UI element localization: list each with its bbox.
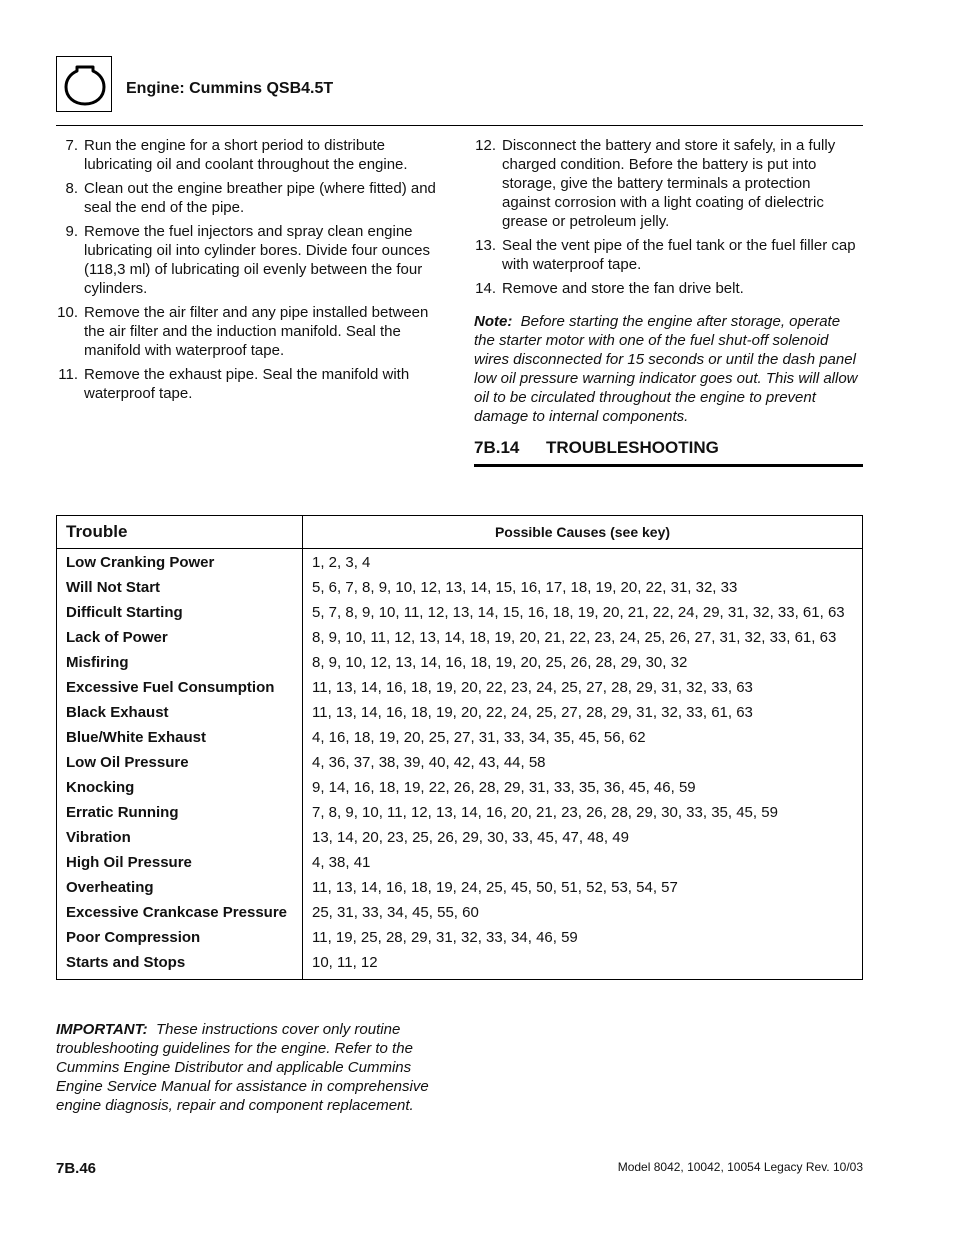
section-heading bbox=[474, 438, 863, 467]
table-row bbox=[57, 926, 863, 951]
causes-cell: 8, 9, 10, 12, 13, 14, 16, 18, 19, 20, 25, 26, 28, 29, 30, 32 bbox=[303, 651, 863, 676]
table-body bbox=[57, 549, 863, 980]
model-revision: Model 8042, 10042, 10054 Legacy Rev. 10/03 bbox=[617, 1160, 863, 1174]
storage-note bbox=[474, 312, 863, 426]
trouble-cell: Erratic Running bbox=[57, 801, 303, 826]
important-label: IMPORTANT: bbox=[56, 1021, 148, 1038]
step-text: Clean out the engine breather pipe (where fitted) and seal the end of the pipe. bbox=[84, 180, 436, 216]
left-step-list bbox=[56, 136, 446, 403]
causes-cell: 8, 9, 10, 11, 12, 13, 14, 18, 19, 20, 21, 22, 23, 24, 25, 26, 27, 31, 32, 33, 61, 63 bbox=[303, 626, 863, 651]
causes-cell: 11, 19, 25, 28, 29, 31, 32, 33, 34, 46, 59 bbox=[303, 926, 863, 951]
step-number: 12. bbox=[475, 137, 496, 154]
troubleshooting-table bbox=[56, 515, 863, 980]
causes-cell: 4, 16, 18, 19, 20, 25, 27, 31, 33, 34, 35, 45, 56, 62 bbox=[303, 726, 863, 751]
step-item bbox=[56, 179, 446, 217]
table-row bbox=[57, 701, 863, 726]
note-text: Before starting the engine after storage, operate the starter motor with one of the fuel shut-off solenoid wires disconnected for 15 seconds or until the dash panel low oil pressure warning indicator goes out. This will allow oil to be circulated throughout the engine to prevent damage to internal components. bbox=[474, 313, 858, 425]
trouble-cell: Black Exhaust bbox=[57, 701, 303, 726]
step-item bbox=[56, 222, 446, 298]
trouble-cell: Overheating bbox=[57, 876, 303, 901]
step-text: Remove the fuel injectors and spray clean engine lubricating oil into cylinder bores. Divide four ounces (118,3 ml) of lubricating oil evenly between the four cylinders. bbox=[84, 223, 431, 297]
table-row bbox=[57, 626, 863, 651]
table-row bbox=[57, 826, 863, 851]
step-number: 9. bbox=[65, 223, 78, 240]
table-row bbox=[57, 776, 863, 801]
causes-cell: 11, 13, 14, 16, 18, 19, 20, 22, 24, 25, 27, 28, 29, 31, 32, 33, 61, 63 bbox=[303, 701, 863, 726]
step-number: 8. bbox=[65, 180, 78, 197]
causes-cell: 4, 36, 37, 38, 39, 40, 42, 43, 44, 58 bbox=[303, 751, 863, 776]
section-title: TROUBLESHOOTING bbox=[546, 438, 719, 457]
causes-cell: 13, 14, 20, 23, 25, 26, 29, 30, 33, 45, 47, 48, 49 bbox=[303, 826, 863, 851]
step-text: Disconnect the battery and store it safely, in a fully charged condition. Before the battery is put into storage, give the battery terminals a protection against corrosion with a light coating of dielectric grease or petroleum jelly. bbox=[502, 137, 836, 230]
section-number: 7B.14 bbox=[474, 438, 520, 457]
table-row bbox=[57, 951, 863, 980]
header-causes: Possible Causes (see key) bbox=[303, 516, 863, 549]
important-notice bbox=[56, 1020, 456, 1115]
right-step-list bbox=[474, 136, 863, 298]
step-number: 11. bbox=[58, 366, 78, 383]
trouble-cell: Will Not Start bbox=[57, 576, 303, 601]
step-item bbox=[56, 365, 446, 403]
trouble-cell: Lack of Power bbox=[57, 626, 303, 651]
causes-cell: 11, 13, 14, 16, 18, 19, 20, 22, 23, 24, 25, 27, 28, 29, 31, 32, 33, 63 bbox=[303, 676, 863, 701]
step-item bbox=[474, 236, 863, 274]
step-text: Remove the air filter and any pipe installed between the air filter and the induction manifold. Seal the manifold with waterproof tape. bbox=[84, 304, 429, 359]
causes-cell: 5, 6, 7, 8, 9, 10, 12, 13, 14, 15, 16, 17, 18, 19, 20, 22, 31, 32, 33 bbox=[303, 576, 863, 601]
table-row bbox=[57, 801, 863, 826]
trouble-cell: Misfiring bbox=[57, 651, 303, 676]
trouble-cell: Starts and Stops bbox=[57, 951, 303, 980]
trouble-cell: Knocking bbox=[57, 776, 303, 801]
trouble-cell: Excessive Fuel Consumption bbox=[57, 676, 303, 701]
causes-cell: 10, 11, 12 bbox=[303, 951, 863, 980]
right-column bbox=[474, 136, 863, 426]
step-item bbox=[56, 136, 446, 174]
trouble-cell: Vibration bbox=[57, 826, 303, 851]
engine-icon-box bbox=[56, 56, 112, 112]
table-row bbox=[57, 851, 863, 876]
important-text: These instructions cover only routine troubleshooting guidelines for the engine. Refer to the Cummins Engine Distributor and applicable Cummins Engine Service Manual for assistance in comprehensive engine diagnosis, repair and component replacement. bbox=[56, 1021, 429, 1114]
note-label: Note: bbox=[474, 313, 513, 330]
step-item bbox=[474, 279, 863, 298]
step-text: Remove and store the fan drive belt. bbox=[502, 280, 744, 297]
step-number: 7. bbox=[65, 137, 78, 154]
table-row bbox=[57, 901, 863, 926]
page-header-title: Engine: Cummins QSB4.5T bbox=[126, 80, 334, 97]
table-row bbox=[57, 576, 863, 601]
trouble-cell: Low Cranking Power bbox=[57, 549, 303, 577]
table-header-row bbox=[57, 516, 863, 549]
step-text: Seal the vent pipe of the fuel tank or the fuel filler cap with waterproof tape. bbox=[502, 237, 856, 273]
left-column bbox=[56, 136, 446, 408]
table-row bbox=[57, 549, 863, 577]
step-text: Run the engine for a short period to distribute lubricating oil and coolant throughout the engine. bbox=[84, 137, 408, 173]
header-divider bbox=[56, 125, 863, 126]
causes-cell: 11, 13, 14, 16, 18, 19, 24, 25, 45, 50, 51, 52, 53, 54, 57 bbox=[303, 876, 863, 901]
step-number: 13. bbox=[475, 237, 496, 254]
table-row bbox=[57, 601, 863, 626]
causes-cell: 4, 38, 41 bbox=[303, 851, 863, 876]
causes-cell: 5, 7, 8, 9, 10, 11, 12, 13, 14, 15, 16, 18, 19, 20, 21, 22, 24, 29, 31, 32, 33, 61, 63 bbox=[303, 601, 863, 626]
trouble-cell: Excessive Crankcase Pressure bbox=[57, 901, 303, 926]
step-item bbox=[474, 136, 863, 231]
table-row bbox=[57, 676, 863, 701]
step-number: 14. bbox=[475, 280, 496, 297]
causes-cell: 1, 2, 3, 4 bbox=[303, 549, 863, 577]
step-item bbox=[56, 303, 446, 360]
trouble-cell: Low Oil Pressure bbox=[57, 751, 303, 776]
causes-cell: 7, 8, 9, 10, 11, 12, 13, 14, 16, 20, 21, 23, 26, 28, 29, 30, 33, 35, 45, 59 bbox=[303, 801, 863, 826]
trouble-cell: High Oil Pressure bbox=[57, 851, 303, 876]
causes-cell: 25, 31, 33, 34, 45, 55, 60 bbox=[303, 901, 863, 926]
page-number: 7B.46 bbox=[56, 1160, 97, 1177]
table-row bbox=[57, 751, 863, 776]
trouble-cell: Blue/White Exhaust bbox=[57, 726, 303, 751]
causes-cell: 9, 14, 16, 18, 19, 22, 26, 28, 29, 31, 33, 35, 36, 45, 46, 59 bbox=[303, 776, 863, 801]
engine-icon bbox=[63, 63, 107, 107]
table-row bbox=[57, 876, 863, 901]
step-number: 10. bbox=[57, 304, 78, 321]
table-row bbox=[57, 726, 863, 751]
header-trouble: Trouble bbox=[57, 516, 303, 549]
trouble-cell: Poor Compression bbox=[57, 926, 303, 951]
trouble-cell: Difficult Starting bbox=[57, 601, 303, 626]
step-text: Remove the exhaust pipe. Seal the manifold with waterproof tape. bbox=[84, 366, 410, 402]
table-row bbox=[57, 651, 863, 676]
